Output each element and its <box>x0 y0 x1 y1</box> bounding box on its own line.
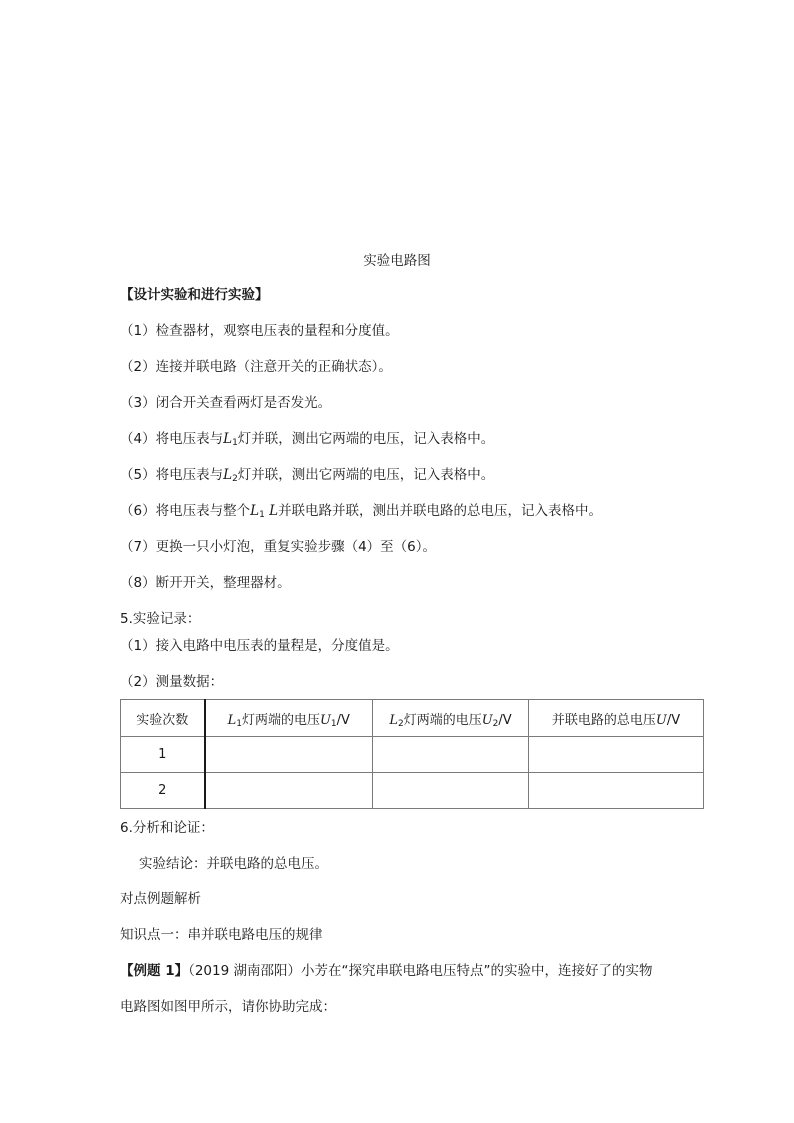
table-cell <box>205 773 373 809</box>
step-4-prefix: （4）将电压表与 <box>120 431 224 447</box>
step-5-prefix: （5）将电压表与 <box>120 467 224 483</box>
voltage-subscript: 2 <box>492 718 499 729</box>
example-line-1 <box>120 962 652 980</box>
table-cell <box>529 737 704 773</box>
table-cell <box>373 737 529 773</box>
header-total-voltage <box>529 700 704 737</box>
header-l1-voltage <box>205 700 373 737</box>
table-header-row <box>121 700 704 737</box>
step-5 <box>120 466 494 484</box>
section-heading: 【设计实验和进行实验】 <box>120 287 269 303</box>
lamp-subscript: 1 <box>259 510 265 520</box>
voltage-symbol: U <box>655 712 667 728</box>
header-l1-mid: 灯两端的电压 <box>241 712 320 728</box>
step-8: （8）断开开关，整理器材。 <box>120 575 291 591</box>
voltage-symbol: U <box>481 712 493 728</box>
header-trial-count: 实验次数 <box>121 700 205 737</box>
step-7: （7）更换一只小灯泡，重复实验步骤（4）至（6）。 <box>120 539 437 555</box>
lamp-subscript: 1 <box>232 438 238 448</box>
header-total-text: 并联电路的总电压 <box>551 712 656 728</box>
record-item-1: （1）接入电路中电压表的量程是，分度值是。 <box>120 638 399 654</box>
table-row <box>121 737 704 773</box>
step-6-suffix: 并联电路并联，测出并联电路的总电压，记入表格中。 <box>278 503 603 519</box>
step-5-suffix: 灯并联，测出它两端的电压，记入表格中。 <box>237 467 495 483</box>
trial-number: 1 <box>121 737 205 773</box>
knowledge-point: 知识点一：串并联电路电压的规律 <box>120 927 323 943</box>
lamp-subscript: 2 <box>397 718 404 729</box>
step-4-suffix: 灯并联，测出它两端的电压，记入表格中。 <box>237 431 495 447</box>
header-l2-mid: 灯两端的电压 <box>403 712 482 728</box>
figure-caption: 实验电路图 <box>363 253 431 269</box>
unit-label: /V <box>336 712 350 728</box>
lamp-symbol: L <box>250 503 260 519</box>
trial-number: 2 <box>121 773 205 809</box>
analysis-conclusion: 实验结论：并联电路的总电压。 <box>139 856 328 872</box>
step-2: （2）连接并联电路（注意开关的正确状态）。 <box>120 359 392 375</box>
step-6-prefix: （6）将电压表与整个 <box>120 503 251 519</box>
lamp-subscript: 1 <box>236 718 242 729</box>
lamp-symbol: L <box>389 712 398 728</box>
example-text: （2019 湖南邵阳）小芳在“探究串联电路电压特点”的实验中，连接好了的实物 <box>188 963 653 979</box>
section-title: 对点例题解析 <box>120 891 201 907</box>
measurement-table <box>120 699 704 809</box>
unit-label: /V <box>498 712 512 728</box>
table-cell <box>373 773 529 809</box>
lamp-symbol: L <box>223 431 233 447</box>
voltage-subscript: 1 <box>330 718 337 729</box>
lamp-symbol: L <box>227 712 237 728</box>
table-cell <box>205 737 373 773</box>
lamp-symbol: L <box>269 503 279 519</box>
voltage-symbol: U <box>319 712 331 728</box>
example-line-2: 电路图如图甲所示，请你协助完成： <box>120 999 336 1015</box>
step-3: （3）闭合开关查看两灯是否发光。 <box>120 395 332 411</box>
example-label: 【例题 1】 <box>120 963 189 979</box>
step-1: （1）检查器材，观察电压表的量程和分度值。 <box>120 323 399 339</box>
unit-label: /V <box>666 712 681 728</box>
record-item-2: （2）测量数据： <box>120 674 224 690</box>
record-heading: 5.实验记录： <box>120 611 201 627</box>
analysis-heading: 6.分析和论证： <box>120 820 214 836</box>
step-4 <box>120 430 494 448</box>
step-6 <box>120 502 602 520</box>
header-l2-voltage <box>373 700 529 737</box>
table-row <box>121 773 704 809</box>
lamp-subscript: 2 <box>232 474 238 484</box>
table-cell <box>529 773 704 809</box>
lamp-symbol: L <box>223 467 233 483</box>
